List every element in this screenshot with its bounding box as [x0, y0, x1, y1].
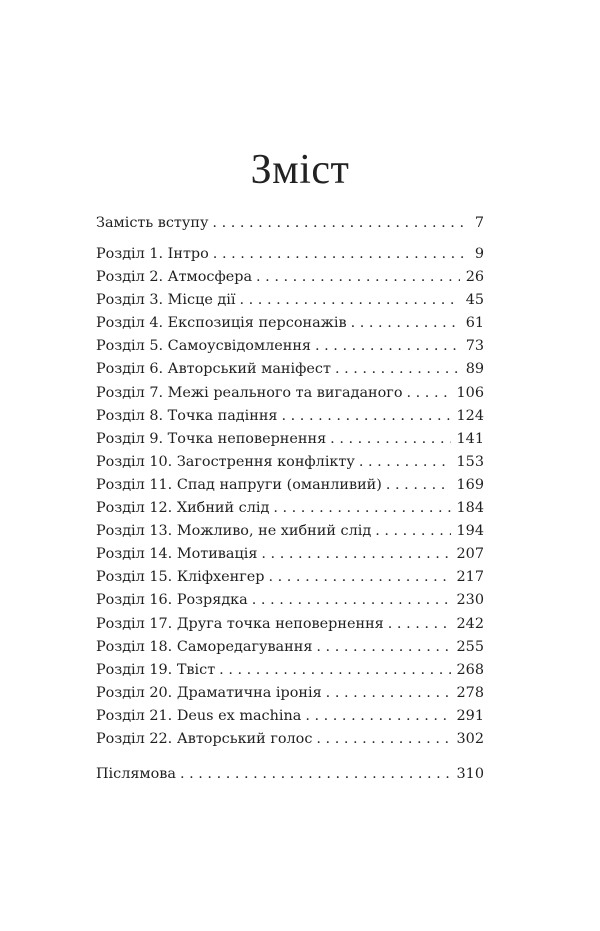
- toc-entry: [96, 214, 484, 237]
- toc-entry-label: Розділ 17. Друга точка неповернення: [96, 615, 384, 632]
- toc-dot-leader: [252, 591, 451, 609]
- toc-entry-label: Розділ 2. Атмосфера: [96, 269, 253, 286]
- toc-dot-leader: [359, 453, 451, 471]
- toc-entry-page-number: 268: [456, 661, 484, 678]
- toc-entry: [96, 337, 484, 360]
- toc-entry: [96, 360, 484, 383]
- toc-dot-leader: [282, 407, 451, 425]
- toc-entry-page-number: 278: [456, 684, 484, 701]
- toc-entry: [96, 476, 484, 499]
- page-title: Зміст: [250, 147, 350, 194]
- toc-entry-page-number: 207: [456, 546, 484, 563]
- toc-entry: [96, 591, 484, 614]
- toc-entry-label: Післямова: [96, 766, 176, 782]
- toc-entry-page-number: 26: [465, 269, 484, 286]
- toc-entry-page-number: 310: [456, 766, 484, 782]
- toc-entry: [96, 661, 484, 684]
- toc-entry: [96, 615, 484, 638]
- toc-entry: [96, 453, 484, 476]
- toc-dot-leader: [335, 360, 460, 378]
- toc-dot-leader: [213, 245, 464, 263]
- toc-dot-leader: [388, 615, 451, 633]
- toc-entry: [96, 568, 484, 591]
- toc-entry-label: Замість вступу: [96, 215, 209, 231]
- toc-entry: [96, 684, 484, 707]
- toc-dot-leader: [180, 765, 451, 783]
- toc-entry-page-number: 124: [456, 407, 484, 424]
- toc-entry-page-number: 184: [456, 500, 484, 517]
- toc-dot-leader: [315, 337, 460, 355]
- toc-entry: [96, 499, 484, 522]
- toc-entry-label: Розділ 19. Твіст: [96, 661, 216, 678]
- toc-entry-label: Розділ 5. Самоусвідомлення: [96, 338, 311, 355]
- toc-entry-label: Розділ 18. Саморедагування: [96, 638, 313, 655]
- toc-intro-section: [96, 214, 484, 237]
- toc-entry: [96, 430, 484, 453]
- toc-dot-leader: [316, 730, 450, 748]
- toc-entry-page-number: 291: [456, 707, 484, 724]
- toc-entry-page-number: 255: [456, 638, 484, 655]
- toc-dot-leader: [268, 568, 450, 586]
- toc-entry: [96, 765, 484, 788]
- toc-dot-leader: [326, 684, 451, 702]
- toc-entry: [96, 522, 484, 545]
- toc-entry-page-number: 106: [456, 384, 484, 401]
- toc-entry: [96, 638, 484, 661]
- toc-entry-label: Розділ 7. Межі реального та вигаданого: [96, 384, 403, 401]
- toc-dot-leader: [261, 545, 450, 563]
- toc-entry-page-number: 194: [456, 523, 484, 540]
- toc-entry-label: Розділ 13. Можливо, не хибний слід: [96, 523, 372, 540]
- toc-dot-leader: [351, 314, 460, 332]
- toc-entry: [96, 707, 484, 730]
- toc-entry-label: Розділ 10. Загострення конфлікту: [96, 453, 355, 470]
- toc-entry-label: Розділ 3. Місце дії: [96, 292, 236, 309]
- toc-entry-label: Розділ 6. Авторський маніфест: [96, 361, 331, 378]
- toc-entry-label: Розділ 20. Драматична іронія: [96, 684, 322, 701]
- toc-entry-label: Розділ 4. Експозиція персонажів: [96, 315, 347, 332]
- toc-dot-leader: [316, 638, 450, 656]
- toc-dot-leader: [407, 384, 451, 402]
- toc-entry-page-number: 230: [456, 592, 484, 609]
- toc-entry-label: Розділ 12. Хибний слід: [96, 500, 270, 517]
- toc-dot-leader: [375, 522, 450, 540]
- toc-entry-label: Розділ 22. Авторський голос: [96, 730, 313, 747]
- toc-entry: [96, 407, 484, 430]
- toc-entry: [96, 730, 484, 753]
- toc-entry-label: Розділ 15. Кліфхенгер: [96, 569, 265, 586]
- toc-chapters-section: [96, 245, 484, 753]
- toc-entry-label: Розділ 14. Мотивація: [96, 546, 258, 563]
- toc-entry-label: Розділ 16. Розрядка: [96, 592, 248, 609]
- toc-entry: [96, 291, 484, 314]
- toc-dot-leader: [219, 661, 450, 679]
- toc-entry-page-number: 302: [456, 730, 484, 747]
- toc-entry-page-number: 73: [465, 338, 484, 355]
- toc-dot-leader: [240, 291, 460, 309]
- toc-dot-leader: [386, 476, 451, 494]
- toc-entry: [96, 245, 484, 268]
- toc-dot-leader: [330, 430, 450, 448]
- toc-dot-leader: [273, 499, 450, 517]
- toc-dot-leader: [256, 268, 460, 286]
- toc-entry: [96, 314, 484, 337]
- toc-dot-leader: [212, 214, 464, 232]
- toc-entry-page-number: 169: [456, 476, 484, 493]
- toc-entry-page-number: 7: [474, 215, 484, 231]
- toc-entry-page-number: 89: [465, 361, 484, 378]
- toc-entry-page-number: 45: [465, 292, 484, 309]
- toc-entry-page-number: 141: [456, 430, 484, 447]
- toc-dot-leader: [305, 707, 450, 725]
- toc-entry-page-number: 9: [474, 246, 484, 262]
- toc-entry-label: Розділ 21. Deus ex machina: [96, 707, 302, 724]
- toc-entry-label: Розділ 11. Спад напруги (оманливий): [96, 476, 382, 493]
- toc-entry-label: Розділ 9. Точка неповернення: [96, 430, 327, 447]
- toc-entry: [96, 384, 484, 407]
- toc-outro-section: [96, 765, 484, 788]
- toc-entry-page-number: 61: [465, 315, 484, 332]
- toc-entry-page-number: 242: [456, 615, 484, 632]
- toc-entry: [96, 545, 484, 568]
- toc-entry-label: Розділ 8. Точка падіння: [96, 407, 278, 424]
- toc-entry-label: Розділ 1. Інтро: [96, 246, 209, 262]
- toc-entry-page-number: 217: [456, 569, 484, 586]
- toc-entry: [96, 268, 484, 291]
- toc-entry-page-number: 153: [456, 453, 484, 470]
